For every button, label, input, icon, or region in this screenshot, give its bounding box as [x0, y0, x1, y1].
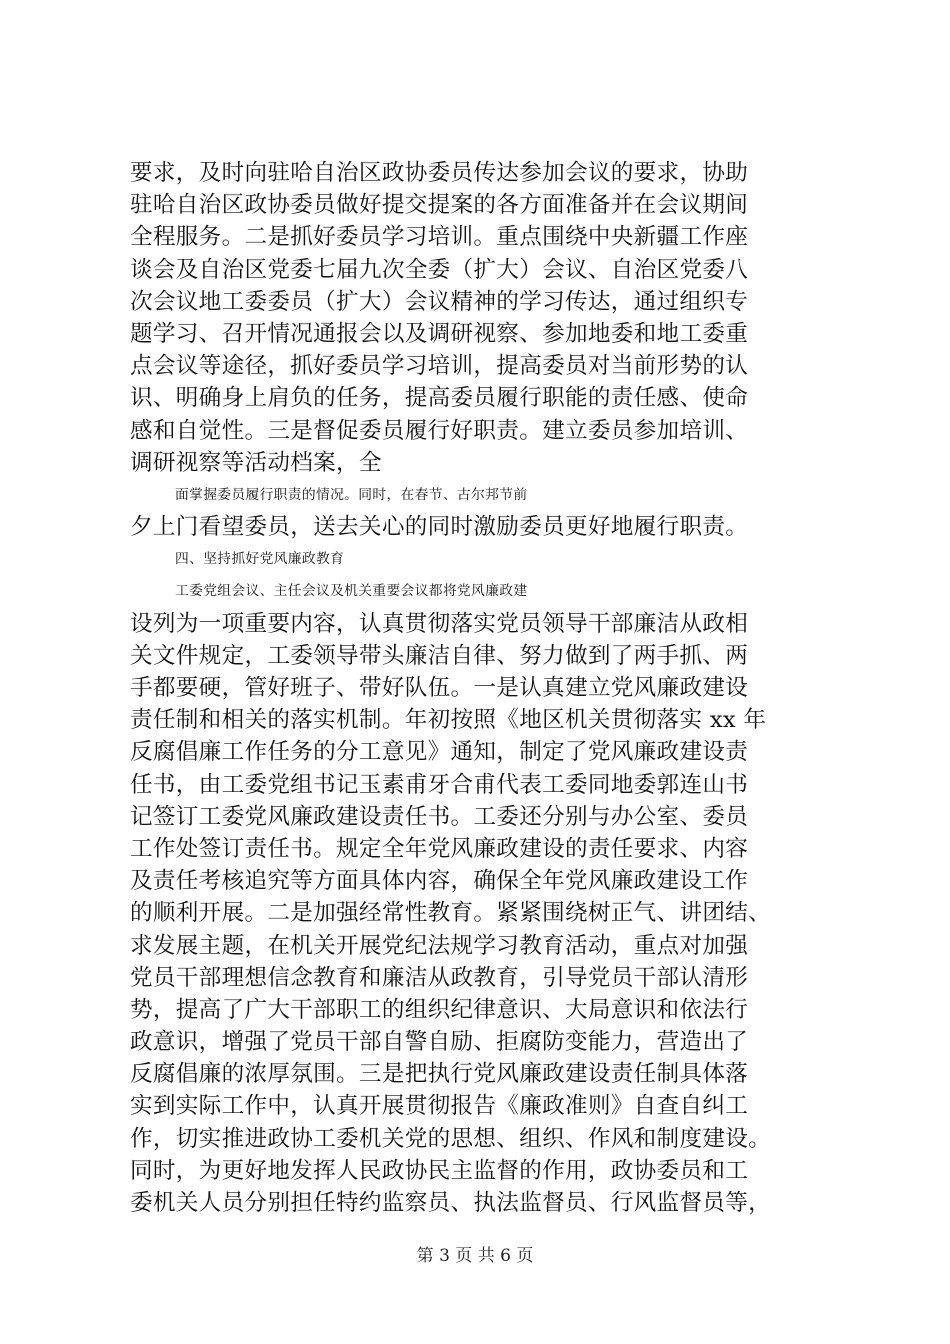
text-line: 势，提高了广大干部职工的组织纪律意识、大局意识和依法行 — [130, 996, 749, 1023]
text-line: 责任制和相关的落实机制。年初按照《地区机关贯彻落实 xx 年 — [130, 707, 767, 734]
text-line: 调研视察等活动档案，全 — [130, 449, 382, 476]
text-line: 记签订工委党风廉政建设责任书。工委还分别与办公室、委员 — [130, 803, 749, 830]
text-line: 实到实际工作中，认真开展贯彻报告《廉政准则》自查自纠工 — [130, 1093, 749, 1120]
text-line: 求发展主题，在机关开展党纪法规学习教育活动，重点对加强 — [130, 932, 749, 959]
text-line: 工委党组会议、主任会议及机关重要会议都将党风廉政建 — [175, 583, 528, 600]
text-line: 的顺利开展。二是加强经常性教育。紧紧围绕树正气、讲团结、 — [130, 900, 772, 927]
text-line: 夕上门看望委员，送去关心的同时激励委员更好地履行职责。 — [130, 514, 749, 541]
text-line: 面掌握委员履行职责的情况。同时，在春节、古尔邦节前 — [175, 486, 528, 503]
text-line: 识、明确身上肩负的任务，提高委员履行职能的责任感、使命 — [130, 385, 749, 412]
text-line: 党员干部理想信念教育和廉洁从政教育，引导党员干部认清形 — [130, 964, 749, 991]
text-line: 同时，为更好地发挥人民政协民主监督的作用，政协委员和工 — [130, 1157, 749, 1184]
document-body — [130, 157, 842, 1219]
text-line: 点会议等途径，抓好委员学习培训，提高委员对当前形势的认 — [130, 353, 749, 380]
text-line: 题学习、召开情况通报会以及调研视察、参加地委和地工委重 — [130, 320, 749, 347]
text-line: 次会议地工委委员（扩大）会议精神的学习传达，通过组织专 — [130, 288, 749, 315]
text-line: 全程服务。二是抓好委员学习培训。重点围绕中央新疆工作座 — [130, 224, 749, 251]
text-line: 手都要硬，管好班子、带好队伍。一是认真建立党风廉政建设 — [130, 675, 749, 701]
page-footer: 第 3 页 共 6 页 — [416, 1246, 534, 1266]
text-line: 工作处签订责任书。规定全年党风廉政建设的责任要求、内容 — [130, 835, 749, 862]
text-line: 及责任考核追究等方面具体内容，确保全年党风廉政建设工作 — [130, 868, 749, 895]
text-line: 四、坚持抓好党风廉政教育 — [175, 551, 345, 568]
text-line: 作，切实推进政协工委机关党的思想、组织、作风和制度建设。 — [130, 1125, 772, 1152]
text-line: 关文件规定，工委领导带头廉洁自律、努力做到了两手抓、两 — [130, 642, 749, 669]
text-line: 任书，由工委党组书记玉素甫牙合甫代表工委同地委郭连山书 — [130, 771, 749, 798]
text-line: 设列为一项重要内容，认真贯彻落实党员领导干部廉洁从政相 — [130, 610, 749, 637]
text-line: 谈会及自治区党委七届九次全委（扩大）会议、自治区党委八 — [130, 256, 749, 283]
text-line: 驻哈自治区政协委员做好提交提案的各方面准备并在会议期间 — [130, 192, 749, 219]
text-line: 要求，及时向驻哈自治区政协委员传达参加会议的要求，协助 — [130, 160, 749, 186]
text-line: 反腐倡廉工作任务的分工意见》通知，制定了党风廉政建设责 — [130, 739, 749, 766]
text-line: 感和自觉性。三是督促委员履行好职责。建立委员参加培训、 — [130, 417, 749, 444]
text-line: 政意识，增强了党员干部自警自励、拒腐防变能力，营造出了 — [130, 1029, 749, 1056]
text-line: 委机关人员分别担任特约监察员、执法监督员、行风监督员等， — [130, 1190, 772, 1216]
text-line: 反腐倡廉的浓厚氛围。三是把执行党风廉政建设责任制具体落 — [130, 1061, 749, 1088]
